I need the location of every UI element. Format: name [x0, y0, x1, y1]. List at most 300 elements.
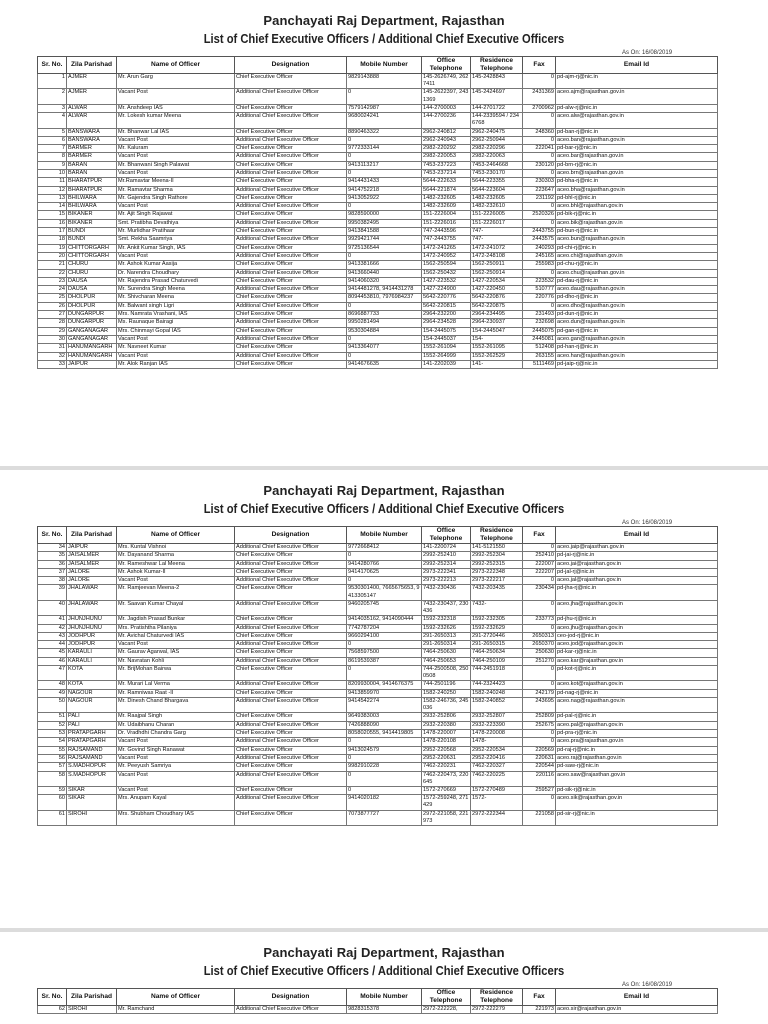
table-cell: 2964-230937	[471, 319, 523, 327]
table-cell: 5644-223604	[471, 186, 523, 194]
table-cell: PRATAPGARH	[67, 738, 117, 746]
email-link[interactable]: pd-bha-rj@nic.in	[556, 178, 718, 186]
email-link[interactable]: pd-jai-rj@nic.in	[556, 552, 718, 560]
table-cell: 0	[523, 730, 556, 738]
table-cell: 9414280766	[347, 560, 422, 568]
table-cell: Additional Chief Executive Officer	[235, 203, 347, 211]
table-cell: Chief Executive Officer	[235, 786, 347, 794]
table-cell: 141-2202039	[422, 360, 471, 368]
table-cell: 17	[38, 228, 67, 236]
email-link[interactable]: pd-brn-rj@nic.in	[556, 161, 718, 169]
table-cell: BUNDI	[67, 236, 117, 244]
table-cell: 7432-230436	[422, 585, 471, 600]
table-cell: 1562-250914	[471, 269, 523, 277]
email-link[interactable]: pd-saw-rj@nic.in	[556, 763, 718, 771]
email-link[interactable]: aceo.ban@rajasthan.gov.in	[556, 136, 718, 144]
email-link[interactable]: pd-dho-rj@nic.in	[556, 294, 718, 302]
table-cell: 141-	[471, 360, 523, 368]
email-link[interactable]: aceo.saw@rajasthan.gov.in	[556, 771, 718, 786]
email-link[interactable]: pd-bun-rj@nic.in	[556, 228, 718, 236]
table-cell: Additional Chief Executive Officer	[235, 352, 347, 360]
table-cell: Additional Chief Executive Officer	[235, 544, 347, 552]
table-row	[38, 236, 718, 244]
email-link[interactable]: pd-bik-rj@nic.in	[556, 211, 718, 219]
table-cell: 9725136544	[347, 244, 422, 252]
table-cell: Chief Executive Officer	[235, 552, 347, 560]
table-cell: Mr. Lokesh kumar Meena	[117, 113, 235, 128]
table-cell: 222041	[523, 145, 556, 153]
table-cell: 2982-220296	[471, 145, 523, 153]
table-cell: 144-2339594 / 2346768	[471, 113, 523, 128]
table-cell: 0	[347, 252, 422, 260]
table-cell: 1472-241072	[471, 244, 523, 252]
column-header: Sr. No.	[38, 989, 67, 1006]
table-cell: Additional Chief Executive Officer	[235, 600, 347, 615]
column-header: Mobile Number	[347, 989, 422, 1006]
column-header: Sr. No.	[38, 57, 67, 74]
table-cell: Chief Executive Officer	[235, 104, 347, 112]
email-link[interactable]: aceo.jod@rajasthan.gov.in	[556, 641, 718, 649]
table-cell: 248360	[523, 128, 556, 136]
table-cell: 7464-250653	[422, 657, 471, 665]
table-cell: 0	[523, 681, 556, 689]
table-row	[38, 89, 718, 104]
table-cell: 154-	[471, 335, 523, 343]
table-cell: 220116	[523, 771, 556, 786]
column-header: Office Telephone	[422, 989, 471, 1006]
table-cell: 233773	[523, 616, 556, 624]
table-cell: JODHPUR	[67, 632, 117, 640]
table-cell: 2962-250944	[471, 136, 523, 144]
table-cell: Vacant Post	[117, 89, 235, 104]
table-cell: Chief Executive Officer	[235, 746, 347, 754]
table-cell: 1427-224900	[422, 286, 471, 294]
email-link[interactable]: aceo.jai@rajasthan.gov.in	[556, 560, 718, 568]
table-cell: 38	[38, 577, 67, 585]
table-cell: 9414170625	[347, 568, 422, 576]
table-cell: 52	[38, 721, 67, 729]
table-cell: DUNGARPUR	[67, 319, 117, 327]
email-link[interactable]: aceo.kot@rajasthan.gov.in	[556, 681, 718, 689]
table-cell: 243695	[523, 698, 556, 713]
table-cell: 2952-220534	[471, 746, 523, 754]
table-cell: 7073877727	[347, 810, 422, 825]
document-page	[0, 932, 768, 1024]
table-cell: Vacant Post	[117, 754, 235, 762]
table-cell: PALI	[67, 721, 117, 729]
table-cell: 0	[523, 600, 556, 615]
table-row	[38, 203, 718, 211]
email-link[interactable]: pd-jhu-rj@nic.in	[556, 616, 718, 624]
table-cell: BARAN	[67, 170, 117, 178]
table-cell: JAIPUR	[67, 360, 117, 368]
table-cell: 25	[38, 294, 67, 302]
table-cell: 242179	[523, 689, 556, 697]
table-cell: JHUNJHUNU	[67, 624, 117, 632]
table-cell: 0	[347, 302, 422, 310]
table-cell: 744-2500508, 2500508	[422, 666, 471, 681]
table-cell: 1582-240248	[471, 689, 523, 697]
email-link[interactable]: pd-chu-rj@nic.in	[556, 261, 718, 269]
table-cell: 747-2443596	[422, 228, 471, 236]
table-cell: Chief Executive Officer	[235, 632, 347, 640]
table-cell: 7464-250630	[422, 649, 471, 657]
table-cell: 53	[38, 730, 67, 738]
email-link[interactable]: pd-sir-rj@nic.in	[556, 810, 718, 825]
table-cell: ALWAR	[67, 113, 117, 128]
email-link[interactable]: pd-sik-rj@nic.in	[556, 786, 718, 794]
table-cell: JAIPUR	[67, 544, 117, 552]
table-cell: Mr. Rameshwar Lal Meena	[117, 560, 235, 568]
table-cell: 5644-222633	[422, 178, 471, 186]
table-cell: 28	[38, 319, 67, 327]
table-cell: 9530301400, 7665675653, 9413305147	[348, 585, 420, 599]
table-row	[38, 560, 718, 568]
email-link[interactable]: aceo.dun@rajasthan.gov.in	[556, 319, 718, 327]
table-cell: Additional Chief Executive Officer	[235, 738, 347, 746]
table-cell: Additional Chief Executive Officer	[235, 754, 347, 762]
table-cell: 9413113217	[347, 161, 422, 169]
email-link[interactable]: aceo.bha@rajasthan.gov.in	[556, 186, 718, 194]
table-cell: 1592-232318	[422, 616, 471, 624]
table-cell: 7	[38, 145, 67, 153]
table-cell: 1482-232609	[422, 203, 471, 211]
table-cell: 1472-248108	[471, 252, 523, 260]
table-cell: Chief Executive Officer	[235, 713, 347, 721]
email-link[interactable]: aceo.bun@rajasthan.gov.in	[556, 236, 718, 244]
table-cell: 30	[38, 335, 67, 343]
table-cell: 252410	[523, 552, 556, 560]
table-row	[38, 161, 718, 169]
table-cell: 2973-222341	[422, 568, 471, 576]
table-cell: 7579142987	[347, 104, 422, 112]
table-cell: 54	[38, 738, 67, 746]
table-cell: 5642-220876	[471, 294, 523, 302]
table-row	[38, 136, 718, 144]
table-cell: Mr. Saavan Kumar Chayal	[117, 600, 235, 615]
as-on-date: As On: 16/08/2019	[622, 982, 673, 988]
table-cell: 2443755	[523, 228, 556, 236]
table-row	[38, 641, 718, 649]
table-row	[38, 104, 718, 112]
table-cell: 1592-232629	[471, 624, 523, 632]
table-cell: 8094453810, 7976984237	[347, 294, 422, 302]
table-cell: 151-2226004	[422, 211, 471, 219]
table-cell: Mr. Balwant singh Ligri	[117, 302, 235, 310]
table-cell: 2	[38, 89, 67, 104]
table-cell: Chief Executive Officer	[235, 178, 347, 186]
table-cell: 60	[38, 795, 67, 810]
table-cell: Mr. Gajendra Singh Rathore	[117, 194, 235, 202]
table-row	[38, 344, 718, 352]
table-cell: 0	[347, 754, 422, 762]
table-cell: Additional Chief Executive Officer	[235, 577, 347, 585]
email-link[interactable]: pd-jha-rj@nic.in	[556, 585, 718, 600]
email-link[interactable]: pd-dun-rj@nic.in	[556, 311, 718, 319]
table-cell: 45	[38, 649, 67, 657]
list-title: List of Chief Executive Officers / Additional Chief Executive Officers	[203, 31, 565, 46]
table-cell: BANSWARA	[67, 128, 117, 136]
email-link[interactable]: aceo.jaip@rajasthan.gov.in	[556, 544, 718, 552]
email-link[interactable]: aceo.nag@rajasthan.gov.in	[556, 698, 718, 713]
table-cell: 0	[347, 136, 422, 144]
table-cell: 252809	[523, 713, 556, 721]
email-link[interactable]: aceo.sir@rajasthan.gov.in	[556, 1006, 718, 1014]
table-cell: Vacant Post	[117, 252, 235, 260]
column-header: Zila Parishad	[67, 527, 117, 544]
table-row	[38, 713, 718, 721]
table-cell: 0	[347, 786, 422, 794]
table-cell: 2964-234495	[471, 311, 523, 319]
email-link[interactable]: pd-dau-rj@nic.in	[556, 277, 718, 285]
email-link[interactable]: pd-bhl-rj@nic.in	[556, 194, 718, 202]
table-row	[38, 352, 718, 360]
table-cell: 1572-270669	[422, 786, 471, 794]
email-link[interactable]: aceo.sik@rajasthan.gov.in	[556, 795, 718, 810]
table-cell: 1592-232626	[422, 624, 471, 632]
table-cell: 1482-232610	[471, 203, 523, 211]
table-cell: 9772333144	[347, 145, 422, 153]
table-cell: 145-2626749, 2627411	[422, 74, 471, 89]
table-cell: Mr. Ajit Singh Rajawat	[117, 211, 235, 219]
table-cell: 2962-240943	[422, 136, 471, 144]
table-cell: 9414481278, 9414431278	[347, 286, 422, 294]
table-cell: 50	[38, 698, 67, 713]
table-cell: 9414676635	[347, 360, 422, 368]
table-row	[38, 186, 718, 194]
email-link[interactable]: pd-han-rj@nic.in	[556, 344, 718, 352]
table-row	[38, 228, 718, 236]
table-row	[38, 311, 718, 319]
table-row	[38, 754, 718, 762]
table-cell: BIKANER	[67, 219, 117, 227]
table-header-row	[38, 527, 718, 544]
email-link[interactable]: aceo.bik@rajasthan.gov.in	[556, 219, 718, 227]
table-cell: 35	[38, 552, 67, 560]
table-cell: 36	[38, 560, 67, 568]
column-header: Mobile Number	[347, 57, 422, 74]
table-cell: Mr. Murlidhar Pratihaar	[117, 228, 235, 236]
table-cell: 2431369	[523, 89, 556, 104]
email-link[interactable]: aceo.bar@rajasthan.gov.in	[556, 153, 718, 161]
table-cell: 2443575	[523, 236, 556, 244]
email-link[interactable]: aceo.brn@rajasthan.gov.in	[556, 170, 718, 178]
table-cell: 1582-240852	[471, 698, 523, 713]
email-link[interactable]: pd-jal-rj@nic.in	[556, 568, 718, 576]
table-cell: 23	[38, 277, 67, 285]
table-cell: Chief Executive Officer	[235, 294, 347, 302]
table-cell: 220776	[523, 294, 556, 302]
table-cell: JAISALMER	[67, 552, 117, 560]
table-cell: 0	[523, 203, 556, 211]
email-link[interactable]: aceo.jha@rajasthan.gov.in	[556, 600, 718, 615]
email-link[interactable]: pd-alw-rj@nic.in	[556, 104, 718, 112]
table-cell: 250630	[523, 649, 556, 657]
table-cell: 2700962	[523, 104, 556, 112]
table-cell: BARMER	[67, 153, 117, 161]
table-row	[38, 286, 718, 294]
table-cell: Additional Chief Executive Officer	[235, 302, 347, 310]
table-cell: 1572-270489	[471, 786, 523, 794]
table-cell: Vacant Post	[117, 352, 235, 360]
email-link[interactable]: aceo.bhl@rajasthan.gov.in	[556, 203, 718, 211]
table-cell: Chief Executive Officer	[235, 244, 347, 252]
table-cell: 747-	[471, 228, 523, 236]
table-cell: 9929421744	[347, 236, 422, 244]
table-row	[38, 649, 718, 657]
table-cell: 144-2700236	[422, 113, 471, 128]
table-cell: 20	[38, 252, 67, 260]
table-cell: 145-2622397, 2431369	[422, 89, 471, 104]
email-link[interactable]: pd-nag-rj@nic.in	[556, 689, 718, 697]
email-link[interactable]: aceo.chu@rajasthan.gov.in	[556, 269, 718, 277]
email-link[interactable]: ceo-jod-rj@nic.in	[556, 632, 718, 640]
email-link[interactable]: pd-pal-rj@nic.in	[556, 713, 718, 721]
email-link[interactable]: pd-raj-rj@nic.in	[556, 746, 718, 754]
table-row	[38, 721, 718, 729]
column-header: Residence Telephone	[471, 57, 523, 74]
table-cell: 5642-220776	[422, 294, 471, 302]
table-cell: Mr. Raajpal Singh	[117, 713, 235, 721]
table-cell: 7462-220231	[422, 763, 471, 771]
table-cell: 1562-250594	[422, 261, 471, 269]
table-cell: 221058	[523, 810, 556, 825]
table-cell: 33	[38, 360, 67, 368]
table-cell: Mr. Ramavtar Sharma	[117, 186, 235, 194]
column-header: Designation	[235, 527, 347, 544]
email-link[interactable]: pd-ban-rj@nic.in	[556, 128, 718, 136]
column-header: Sr. No.	[38, 527, 67, 544]
table-cell: Chief Executive Officer	[235, 568, 347, 576]
table-cell: 7432-230437, 230436	[422, 600, 471, 615]
table-cell: 40	[38, 600, 67, 615]
email-link[interactable]: aceo.kar@rajasthan.gov.in	[556, 657, 718, 665]
table-cell: 2952-220416	[471, 754, 523, 762]
table-cell: 6	[38, 136, 67, 144]
email-link[interactable]: pd-bar-rj@nic.in	[556, 145, 718, 153]
email-link[interactable]: aceo.han@rajasthan.gov.in	[556, 352, 718, 360]
table-cell: Additional Chief Executive Officer	[235, 219, 347, 227]
email-link[interactable]: pd-jaip-rj@nic.in	[556, 360, 718, 368]
table-cell: 0	[347, 89, 422, 104]
table-cell: Mrs. Kuntal Vishnoi	[117, 544, 235, 552]
table-cell: 7432-203435	[471, 585, 523, 600]
table-cell: 2992-252410	[422, 552, 471, 560]
table-cell: Smt. Pratibha Devathiya	[117, 219, 235, 227]
table-cell: Mr. Gaurav Agarwal, IAS	[117, 649, 235, 657]
table-cell: Chief Executive Officer	[235, 344, 347, 352]
table-cell: Mrs. Chinmayi Gopal IAS	[117, 327, 235, 335]
table-row	[38, 319, 718, 327]
table-cell: Additional Chief Executive Officer	[235, 170, 347, 178]
table-cell: 9414431433	[347, 178, 422, 186]
table-cell: 56	[38, 754, 67, 762]
email-link[interactable]: aceo.ajm@rajasthan.gov.in	[556, 89, 718, 104]
table-cell: Additional Chief Executive Officer	[235, 269, 347, 277]
table-cell: 26	[38, 302, 67, 310]
table-cell: 0	[347, 738, 422, 746]
table-cell: Vacant Post	[117, 786, 235, 794]
email-link[interactable]: pd-ajm-rj@nic.in	[556, 74, 718, 89]
table-cell: 154-2445047	[471, 327, 523, 335]
table-cell: Chief Executive Officer	[235, 311, 347, 319]
table-cell: 9413381666	[347, 261, 422, 269]
table-cell: 0	[523, 666, 556, 681]
table-cell: BHARATPUR	[67, 186, 117, 194]
table-cell: Chief Executive Officer	[235, 810, 347, 825]
table-cell: Chief Executive Officer	[235, 730, 347, 738]
table-cell: 0	[347, 641, 422, 649]
email-link[interactable]: pd-chi-rj@nic.in	[556, 244, 718, 252]
email-link[interactable]: aceo.dho@rajasthan.gov.in	[556, 302, 718, 310]
table-cell: 0	[523, 219, 556, 227]
email-link[interactable]: aceo.jal@rajasthan.gov.in	[556, 577, 718, 585]
table-cell: Additional Chief Executive Officer	[235, 89, 347, 104]
table-cell: Mr. Peeyush Samriya	[117, 763, 235, 771]
table-cell: 9982910228	[347, 763, 422, 771]
email-link[interactable]: aceo.alw@rajasthan.gov.in	[556, 113, 718, 128]
email-link[interactable]: aceo.chi@rajasthan.gov.in	[556, 252, 718, 260]
email-link[interactable]: pd-kot-rj@nic.in	[556, 666, 718, 681]
table-cell: Mr. Navneet Kumar	[117, 344, 235, 352]
officers-table	[37, 526, 718, 826]
table-cell: Vacant Post	[117, 577, 235, 585]
table-cell: 9414542274	[347, 698, 422, 713]
department-title: Panchayati Raj Department, Rajasthan	[263, 483, 505, 498]
table-cell: Chief Executive Officer	[235, 74, 347, 89]
email-link[interactable]: aceo.pal@rajasthan.gov.in	[556, 721, 718, 729]
table-row	[38, 145, 718, 153]
table-cell: 2992-252304	[471, 552, 523, 560]
table-cell: 1478-	[471, 738, 523, 746]
table-cell: GANGANAGAR	[67, 327, 117, 335]
email-link[interactable]: aceo.pra@rajasthan.gov.in	[556, 738, 718, 746]
table-cell: 46	[38, 657, 67, 665]
table-cell: 1427-220450	[471, 286, 523, 294]
table-cell: RAJSAMAND	[67, 754, 117, 762]
email-link[interactable]: aceo.raj@rajasthan.gov.in	[556, 754, 718, 762]
email-link[interactable]: pd-gan-rj@nic.in	[556, 327, 718, 335]
table-cell: 1582-240250	[422, 689, 471, 697]
table-cell: 2932-223390	[471, 721, 523, 729]
email-link[interactable]: pd-pra-rj@nic.in	[556, 730, 718, 738]
table-cell: 151-2226017	[471, 219, 523, 227]
table-cell: Mr. Ramniwas Raat -II	[117, 689, 235, 697]
table-cell: 21	[38, 261, 67, 269]
table-cell: 57	[38, 763, 67, 771]
table-cell: 29	[38, 327, 67, 335]
table-row	[38, 178, 718, 186]
table-cell: 0	[347, 153, 422, 161]
table-cell: Additional Chief Executive Officer	[235, 136, 347, 144]
table-cell: 2972-222344	[471, 810, 523, 825]
email-link[interactable]: aceo.gan@rajasthan.gov.in	[556, 335, 718, 343]
email-link[interactable]: aceo.dau@rajasthan.gov.in	[556, 286, 718, 294]
email-link[interactable]: aceo.jhu@rajasthan.gov.in	[556, 624, 718, 632]
table-cell: 240293	[523, 244, 556, 252]
table-cell: 0	[347, 203, 422, 211]
table-cell: DHOLPUR	[67, 294, 117, 302]
table-cell: 9413364077	[347, 344, 422, 352]
table-cell: SIKAR	[67, 786, 117, 794]
table-cell: Additional Chief Executive Officer	[235, 560, 347, 568]
table-cell: CHITTORGARH	[67, 252, 117, 260]
table-cell: 1582-246736, 245036	[422, 698, 471, 713]
email-link[interactable]: pd-kar-rj@nic.in	[556, 649, 718, 657]
table-cell: 0	[347, 771, 422, 786]
table-cell: 220569	[523, 746, 556, 754]
table-cell: 1472-240952	[422, 252, 471, 260]
